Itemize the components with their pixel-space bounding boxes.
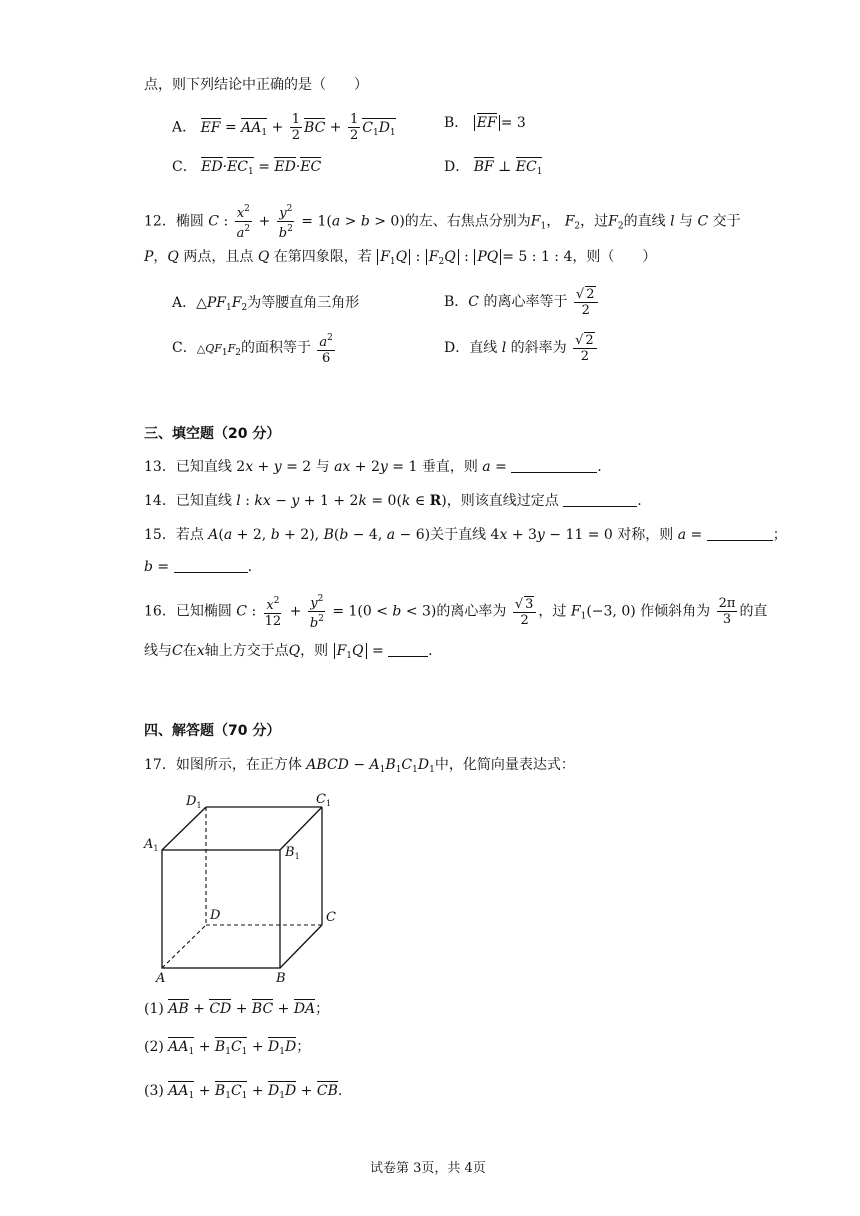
q12-stem-line1: 12．椭圆 C : $\frac{x^2}{a^2}$ + $\frac{y^2}{b^2}$ = 1(a > b > 0)的左、右焦点分别为$F_1$， $F_2$，过$F_2$的直线 l 与 C 交于 [144,204,741,241]
cube-edge-bc [280,925,322,968]
q15-answer-b-blank[interactable] [174,558,248,573]
q12-option-c: C．$\triangle QF_1F_2$的面积等于 $\frac{a^2}{6}$ [172,332,333,366]
section-3-title: 三、填空题（20 分） [144,426,281,442]
q17-stem: 17．如图所示，在正方体 ABCD − $A_1B_1C_1D_1$中，化简向量表达式： [144,757,575,775]
cube-label-b: B [276,971,286,986]
q11-option-b: B． EF = 3 [444,112,526,134]
q15-line2: b = . [144,559,253,575]
q16-answer-blank[interactable] [388,642,428,657]
q12-option-a: A．$\triangle PF_1F_2$为等腰直角三角形 [172,295,360,313]
q11-option-d: D． BF ⊥ $EC_1$ [444,156,542,183]
q16-line2: 线与C在x轴上方交于点Q，则 $F_1Q$ = . [144,643,433,661]
cube-figure [140,788,350,988]
q13-answer-blank[interactable] [511,458,597,473]
q14-answer-blank[interactable] [563,492,637,507]
cube-label-d: D [210,908,221,923]
q16-line1: 16．已知椭圆 C : $\frac{x^2}{12}$ + $\frac{y^2}{b^2}$ = 1(0 < b < 3)的离心率为 $\frac{√ 3}{2}$ ，过 $F_1(-3$, 0) 作倾斜角为 $\frac{2\pi}{3}$ 的直 [144,594,768,631]
q15-answer-a-blank[interactable] [707,526,773,541]
cube-label-a: A [156,971,166,986]
cube-edge-b1c1 [280,807,322,850]
q12-stem-line2: P，Q 两点，且点 Q 在第四象限，若 $F_1Q$ : $F_2Q$ : PQ = 5 : 1 : 4，则（ ） [144,249,657,267]
cube-edge-a1d1 [162,807,206,850]
q14: 14．已知直线 l : kx − y + 1 + 2k = 0(k ∈ R)，则该直线过定点 . [144,493,642,509]
q11-stem: 点，则下列结论中正确的是（ ） [144,77,368,93]
q17-part-3: (3) $AA_1 + B_1C_1 + D_1D$ + CB. [144,1080,342,1107]
cube-label-a1: $A_1$ [144,837,159,853]
cube-hidden-edge-ad [162,925,206,968]
q11-option-c: C． $ED\cdot EC_1 = ED\cdot EC$ [172,156,321,183]
section-4-title: 四、解答题（70 分） [144,723,281,739]
cube-front-face [162,850,280,968]
cube-label-b1: $B_1$ [285,845,300,861]
q12-option-b: B．C 的离心率等于 $\frac{√ 2}{2}$ [444,282,600,322]
cube-label-c: C [326,910,336,925]
q13: 13．已知直线 2x + y = 2 与 ax + 2y = 1 垂直，则 a = . [144,459,602,475]
q17-part-2: (2) $AA_1 + B_1C_1 + D_1D$； [144,1036,310,1063]
q15-line1: 15．若点 A(a + 2, b + 2), B(b − 4, a − 6)关于直线 4x + 3y − 11 = 0 对称，则 a = ； [144,527,787,543]
q11-option-a: A． EF = $AA_1$ + $\frac{1}{2}$ BC + $\frac{1}{2}$ $C_1D_1$ [172,112,396,143]
page-footer: 试卷第 3页，共 4页 [370,1161,486,1176]
cube-label-c1: $C_1$ [316,792,332,808]
q17-part-1: (1) AB + CD + BC + DA； [144,998,329,1020]
q12-option-d: D．直线 l 的斜率为 $\frac{√ 2}{2}$ [444,328,599,368]
cube-label-d1: $D_1$ [186,794,202,810]
